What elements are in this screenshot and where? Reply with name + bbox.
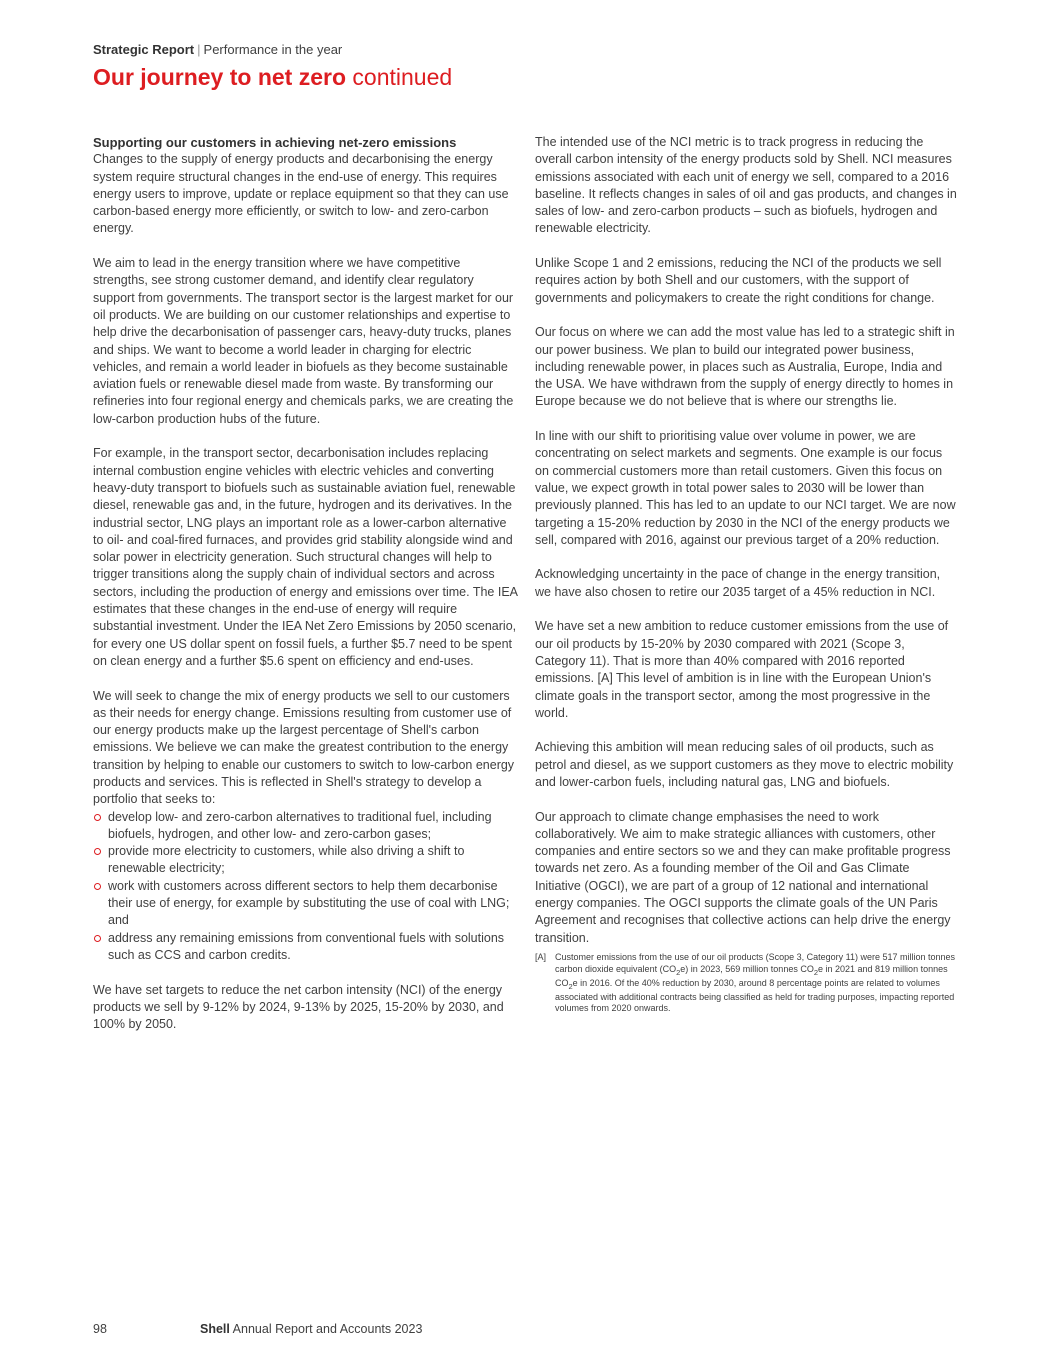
- paragraph: We have set targets to reduce the net carbon intensity (NCI) of the energy products we sell by 9-12% by 2024, 9-13% by 2025, 15-20% by 2030, and 100% by 2050.: [93, 982, 504, 1032]
- paragraph: Achieving this ambition will mean reducing sales of oil products, such as petrol and diesel, as we support customers as they move to electric mobility and lower-carbon fuels, including natural gas, LNG and biofuels.: [535, 740, 954, 789]
- paragraph: We aim to lead in the energy transition where we have competitive strengths, see strong customer demand, and identify clear regulatory support from governments. The transport sector is the largest market for our oil products. We are building on our customer relationships and expertise to help drive the decarbonisation of passenger cars, heavy-duty trucks, planes and ships. We want to become a world leader in charging for electric vehicles, and remain a world leader in biofuels as they become sustainable aviation fuels or renewable diesel made from waste. By transforming our refineries into four regional energy and chemicals parks, we are creating the low-carbon production hubs of the future.: [93, 256, 514, 426]
- paragraph: We have set a new ambition to reduce customer emissions from the use of our oil products by 15-20% by 2030 compared with 2021 (Scope 3, Category 11). That is more than 40% compared with 2016 reported emissions. [A] This level of ambition is in line with the European Union's climate goals in the transport sector, among the most progressive in the world.: [535, 619, 949, 720]
- page-header: [93, 42, 452, 91]
- report-title: Annual Report and Accounts 2023: [232, 1322, 423, 1336]
- subheading: Supporting our customers in achieving net-zero emissions: [93, 135, 457, 150]
- paragraph: Acknowledging uncertainty in the pace of change in the energy transition, we have also chosen to retire our 2035 target of a 45% reduction in NCI.: [535, 567, 941, 599]
- report-name: [200, 1322, 422, 1336]
- footnote: [535, 952, 957, 1014]
- paragraph: Our focus on where we can add the most value has led to a strategic shift in our power business. We plan to build our integrated power business, including renewable power, in places such as Australia, Europe, India and the USA. We have withdrawn from the supply of energy directly to homes in Europe because we do not believe that is where our strengths lie.: [535, 325, 955, 409]
- subsection-name: Performance in the year: [203, 42, 343, 57]
- bullet-item: develop low- and zero-carbon alternatives to traditional fuel, including biofuels, hydrogen, and other low- and zero-carbon gases;: [93, 809, 518, 844]
- breadcrumb-separator: |: [197, 42, 201, 57]
- page-title-continued: continued: [346, 64, 453, 90]
- paragraph: We will seek to change the mix of energy products we sell to our customers as their needs for energy change. Emissions resulting from customer use of our energy products make up the largest percentage of Shell's carbon emissions. We believe we can make the greatest contribution to the energy transition by helping to enable our customers to switch to low-carbon energy products and services. This is reflected in Shell's strategy to develop a portfolio that seeks to:: [93, 688, 515, 807]
- bullet-item: address any remaining emissions from conventional fuels with solutions such as CCS and carbon credits.: [93, 930, 518, 965]
- section-breadcrumb: [93, 42, 452, 57]
- footnote-marker: [A]: [535, 952, 547, 963]
- paragraph: The intended use of the NCI metric is to track progress in reducing the overall carbon intensity of the energy products sold by Shell. NCI measures emissions associated with each unit of energy we sell, compared to a 2016 baseline. It reflects changes in sales of oil and gas products, and changes in sales of low- and zero-carbon products – such as biofuels, hydrogen and renewable electricity.: [535, 135, 957, 236]
- brand-name: Shell: [200, 1322, 230, 1336]
- bullet-item: work with customers across different sectors to help them decarbonise their use of energy, for example by substituting the use of coal with LNG; and: [93, 878, 518, 930]
- paragraph: Our approach to climate change emphasises the need to work collaboratively. We aim to make strategic alliances with customers, other companies and entire sectors so we and they can make profitable progress towards net zero. As a founding member of the Oil and Gas Climate Initiative (OGCI), we are part of a group of 12 national and international energy companies. The OGCI supports the climate goals of the UN Paris Agreement and recognises that collective actions can help drive the energy transition.: [535, 809, 951, 945]
- bullet-item: provide more electricity to customers, while also driving a shift to renewable electricity;: [93, 843, 518, 878]
- right-column: [535, 134, 957, 1014]
- paragraph: Changes to the supply of energy products and decarbonising the energy system require structural changes in the end-use of energy. This requires energy users to improve, update or replace equipment so that they can use carbon-based energy more efficiently, or switch to low- and zero-carbon energy.: [93, 152, 509, 236]
- footnote-text: Customer emissions from the use of our oil products (Scope 3, Category 11) were 517 million tonnes carbon dioxide equivalent $(CO_2e)$ in 2023, 569 million tonnes $CO_2e$ in 2021 and 819 million tonnes $CO_2e$ in 2016. Of the 40% reduction by 2030, around 8 percentage points are related to volumes associated with additional contracts being classified as held for trading purposes, impacting reported volumes from 2020 onwards.: [555, 952, 956, 1014]
- paragraph: In line with our shift to prioritising value over volume in power, we are concentrating on select markets and segments. One example is our focus on commercial customers more than retail customers. Given this focus on value, we expect growth in total power sales to 2030 will be lower than previously planned. This has led to an update to our NCI target. We are now targeting a 15-20% reduction by 2030 in the NCI of the energy products we sell, compared with 2016, against our previous target of a 20% reduction.: [535, 429, 956, 547]
- page-title: [93, 63, 452, 91]
- strategy-bullet-list: [93, 809, 518, 965]
- left-column: [93, 134, 518, 1051]
- page-number: 98: [93, 1322, 107, 1336]
- paragraph: Unlike Scope 1 and 2 emissions, reducing the NCI of the products we sell requires action by both Shell and our customers, with the support of governments and policymakers to create the right conditions for change.: [535, 256, 942, 305]
- page-title-bold: Our journey to net zero: [93, 64, 347, 90]
- section-name: Strategic Report: [93, 42, 195, 57]
- paragraph: For example, in the transport sector, decarbonisation includes replacing internal combustion engine vehicles with electric vehicles and converting heavy-duty transport to biofuels such as sustainable aviation fuel, renewable diesel, renewable gas and, in the future, hydrogen and its derivatives. In the industrial sector, LNG plays an important role as a lower-carbon alternative to oil- and coal-fired furnaces, and provides grid stability alongside wind and solar power in electricity generation. Such structural changes will help to trigger transitions along the supply chain of individual sectors and across sectors, including the production of energy and emissions over time. The IEA estimates that these changes in the end-use of energy will require substantial investment. Under the IEA Net Zero Emissions by 2050 scenario, for every one US dollar spent on fossil fuels, a further $5.7 need to be spent on clean energy and a further $5.6 spent on efficiency and end-uses.: [93, 446, 518, 668]
